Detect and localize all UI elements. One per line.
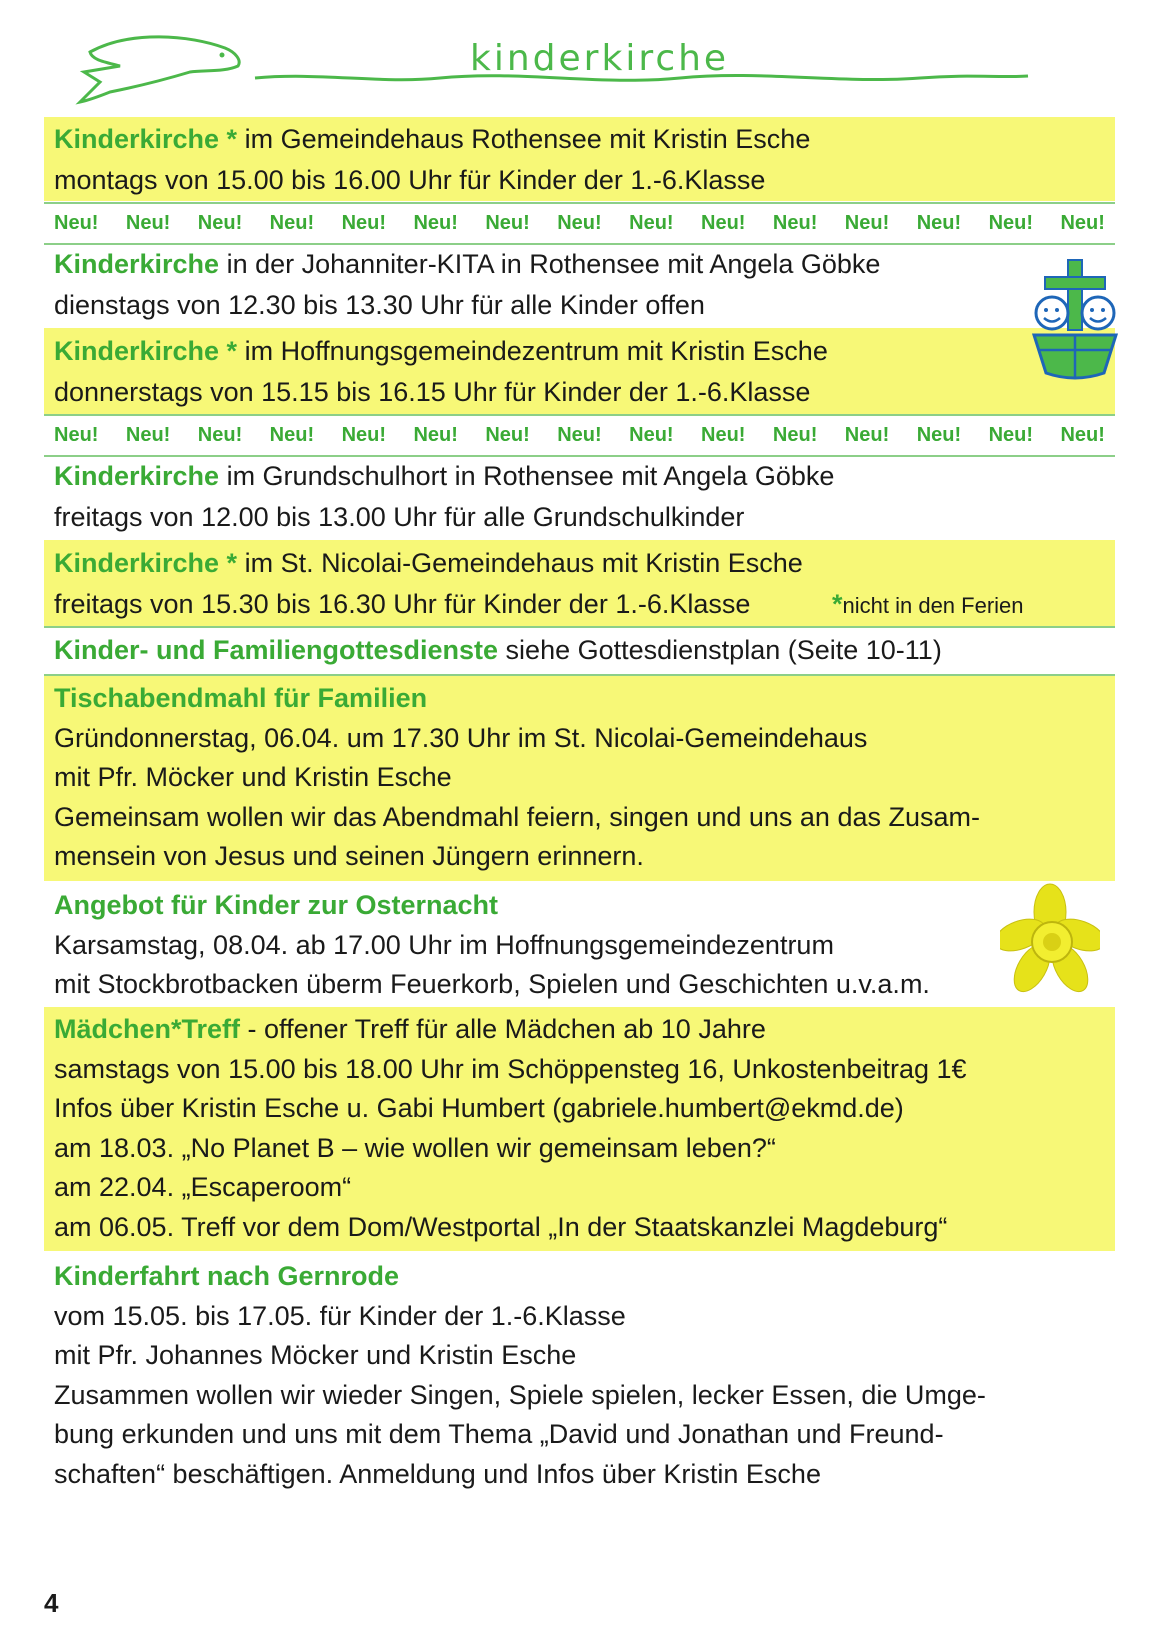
section-text: Gründonnerstag, 06.04. um 17.30 Uhr im St. Nicolai-Gemeindehaus bbox=[54, 722, 868, 753]
section-text: im St. Nicolai-Gemeindehaus mit Kristin Esche bbox=[237, 548, 803, 578]
note-star: * bbox=[832, 589, 843, 619]
section-title: Kinder- und Familiengottesdienste bbox=[54, 635, 499, 665]
divider bbox=[44, 626, 1115, 628]
section-text: freitags von 15.30 bis 16.30 Uhr für Kinder der 1.-6.Klasse bbox=[54, 589, 751, 619]
section-text: freitags von 12.00 bis 13.00 Uhr für alle Grundschulkinder bbox=[54, 502, 745, 532]
section-title: Kinderkirche bbox=[54, 461, 220, 491]
page-header bbox=[0, 0, 1165, 120]
neu-label: Neu! bbox=[701, 423, 746, 446]
section-osternacht bbox=[44, 884, 1115, 1004]
section-kinderkirche-montag bbox=[44, 117, 1115, 201]
neu-label: Neu! bbox=[988, 423, 1034, 446]
section-text: im Hoffnungsgemeindezentrum mit Kristin Esche bbox=[237, 336, 828, 366]
neu-label: Neu! bbox=[1060, 423, 1105, 446]
section-text: Zusammen wollen wir wieder Singen, Spiele spielen, lecker Essen, die Umge- bbox=[54, 1379, 986, 1410]
neu-row bbox=[44, 415, 1115, 455]
neu-label: Neu! bbox=[197, 423, 243, 446]
neu-label: Neu! bbox=[629, 423, 674, 446]
section-text: - offener Treff für alle Mädchen ab 10 Jahre bbox=[240, 1014, 766, 1044]
section-text: Gemeinsam wollen wir das Abendmahl feiern, singen und uns an das Zusam- bbox=[54, 801, 980, 832]
neu-label: Neu! bbox=[916, 211, 962, 234]
section-text: am 18.03. „No Planet B – wie wollen wir gemeinsam leben?“ bbox=[54, 1132, 776, 1163]
section-text: mit Stockbrotbacken überm Feuerkorb, Spielen und Geschichten u.v.a.m. bbox=[54, 969, 930, 999]
neu-label: Neu! bbox=[125, 423, 171, 446]
neu-label: Neu! bbox=[54, 423, 99, 446]
section-text: mit Pfr. Möcker und Kristin Esche bbox=[54, 762, 452, 792]
neu-label: Neu! bbox=[1060, 211, 1105, 234]
neu-label: Neu! bbox=[772, 423, 818, 446]
neu-label: Neu! bbox=[485, 211, 530, 234]
section-text: dienstags von 12.30 bis 13.30 Uhr für alle Kinder offen bbox=[54, 290, 705, 320]
daffodil-icon bbox=[1000, 880, 1100, 1000]
page-number: 4 bbox=[44, 1588, 59, 1618]
neu-label: Neu! bbox=[701, 211, 746, 234]
section-familiengottesdienste bbox=[44, 630, 1115, 674]
section-kinderfahrt bbox=[44, 1256, 1115, 1496]
section-text: donnerstags von 15.15 bis 16.15 Uhr für Kinder der 1.-6.Klasse bbox=[54, 377, 811, 407]
neu-label: Neu! bbox=[557, 211, 602, 234]
ferien-note: nicht in den Ferien bbox=[842, 593, 1024, 618]
neu-label: Neu! bbox=[413, 211, 458, 234]
page-header-title: kinderkirche bbox=[470, 38, 730, 79]
section-text: Infos über Kristin Esche u. Gabi Humbert (gabriele.humbert@ekmd.de) bbox=[54, 1093, 904, 1123]
section-text: in der Johanniter-KITA in Rothensee mit Angela Göbke bbox=[219, 249, 881, 279]
neu-label: Neu! bbox=[413, 423, 458, 446]
section-text: schaften“ beschäftigen. Anmeldung und Infos über Kristin Esche bbox=[54, 1458, 821, 1489]
section-tischabendmahl bbox=[44, 676, 1115, 881]
neu-label: Neu! bbox=[988, 211, 1034, 234]
neu-label: Neu! bbox=[197, 211, 243, 234]
section-title: Mädchen*Treff bbox=[54, 1014, 241, 1044]
section-title: Kinderkirche * bbox=[54, 336, 238, 366]
section-title: Tischabendmahl für Familien bbox=[54, 683, 428, 713]
neu-label: Neu! bbox=[485, 423, 530, 446]
section-title: Kinderkirche * bbox=[54, 124, 238, 154]
neu-label: Neu! bbox=[629, 211, 674, 234]
section-text: bung erkunden und uns mit dem Thema „David und Jonathan und Freund- bbox=[54, 1419, 944, 1449]
neu-label: Neu! bbox=[341, 423, 387, 446]
section-maedchentreff bbox=[44, 1007, 1115, 1251]
section-kinderkirche-kita bbox=[44, 244, 1115, 326]
section-text: montags von 15.00 bis 16.00 Uhr für Kinder der 1.-6.Klasse bbox=[54, 165, 766, 195]
section-text: siehe Gottesdienstplan (Seite 10-11) bbox=[498, 635, 942, 665]
section-text: im Grundschulhort in Rothensee mit Angela Göbke bbox=[219, 461, 835, 491]
neu-label: Neu! bbox=[844, 211, 890, 234]
neu-label: Neu! bbox=[772, 211, 818, 234]
neu-label: Neu! bbox=[54, 211, 99, 234]
section-title: Kinderkirche * bbox=[54, 548, 238, 578]
neu-label: Neu! bbox=[341, 211, 387, 234]
neu-label: Neu! bbox=[269, 211, 315, 234]
section-title: Angebot für Kinder zur Osternacht bbox=[54, 890, 499, 920]
section-text: mensein von Jesus und seinen Jüngern erinnern. bbox=[54, 841, 644, 871]
kinderkirche-logo-icon bbox=[1030, 255, 1120, 385]
section-kinderkirche-hort bbox=[44, 456, 1115, 538]
neu-row bbox=[44, 203, 1115, 243]
section-kinderkirche-nicolai bbox=[44, 540, 1115, 626]
section-kinderkirche-donnerstag bbox=[44, 328, 1115, 414]
section-title: Kinderfahrt nach Gernrode bbox=[54, 1261, 400, 1291]
section-text: vom 15.05. bis 17.05. für Kinder der 1.-6.Klasse bbox=[54, 1300, 626, 1331]
section-text: Karsamstag, 08.04. ab 17.00 Uhr im Hoffnungsgemeindezentrum bbox=[54, 929, 834, 960]
neu-label: Neu! bbox=[125, 211, 171, 234]
neu-label: Neu! bbox=[557, 423, 602, 446]
section-text: am 06.05. Treff vor dem Dom/Westportal „In der Staatskanzlei Magdeburg“ bbox=[54, 1211, 948, 1242]
section-text: im Gemeindehaus Rothensee mit Kristin Esche bbox=[237, 124, 811, 154]
section-title: Kinderkirche bbox=[54, 249, 220, 279]
section-text: am 22.04. „Escaperoom“ bbox=[54, 1172, 352, 1202]
section-text: samstags von 15.00 bis 18.00 Uhr im Schöppensteg 16, Unkostenbeitrag 1€ bbox=[54, 1053, 967, 1084]
neu-label: Neu! bbox=[916, 423, 962, 446]
neu-label: Neu! bbox=[844, 423, 890, 446]
neu-label: Neu! bbox=[269, 423, 315, 446]
section-text: mit Pfr. Johannes Möcker und Kristin Esche bbox=[54, 1340, 577, 1370]
